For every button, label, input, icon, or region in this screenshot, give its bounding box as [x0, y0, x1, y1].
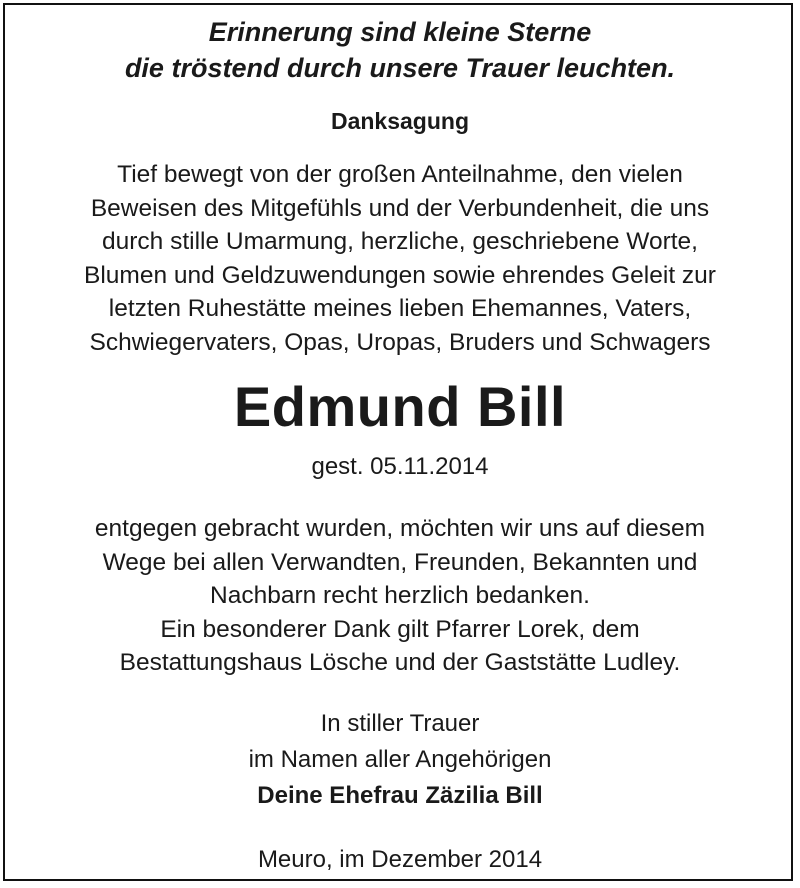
- thanks-line: Wege bei allen Verwandten, Freunden, Bekannten und: [102, 548, 698, 576]
- closing-line: In stiller Trauer: [320, 710, 480, 737]
- heading-danksagung: Danksagung: [330, 108, 470, 134]
- thanks-paragraph: [0, 512, 800, 680]
- intro-line: Schwiegervaters, Opas, Uropas, Bruders und Schwagers: [89, 328, 711, 356]
- thanks-line: entgegen gebracht wurden, möchten wir uns auf diesem: [94, 515, 706, 542]
- closing-block: [0, 706, 800, 814]
- thanks-line: Bestattungshaus Lösche und der Gaststätte Ludley.: [119, 649, 681, 676]
- thanks-line: Ein besonderer Dank gilt Pfarrer Lorek, dem: [160, 615, 640, 643]
- intro-line: letzten Ruhestätte meines lieben Ehemannes, Vaters,: [108, 295, 692, 322]
- intro-line: durch stille Umarmung, herzliche, geschriebene Worte,: [102, 228, 698, 255]
- intro-line: Blumen und Geldzuwendungen sowie ehrendes Geleit zur: [84, 261, 716, 289]
- place-date: Meuro, im Dezember 2014: [257, 846, 543, 873]
- thanks-line: Nachbarn recht herzlich bedanken.: [210, 582, 590, 609]
- intro-line: Tief bewegt von der großen Anteilnahme, den vielen: [117, 161, 683, 188]
- closing-line: im Namen aller Angehörigen: [248, 746, 552, 773]
- death-date: gest. 05.11.2014: [311, 453, 489, 480]
- motto: [0, 14, 800, 86]
- intro-paragraph: [0, 158, 800, 359]
- deceased-name: Edmund Bill: [233, 375, 567, 438]
- intro-line: Beweisen des Mitgefühls und der Verbundenheit, die uns: [90, 194, 710, 222]
- signer-name: Deine Ehefrau Zäzilia Bill: [257, 782, 543, 809]
- motto-line: Erinnerung sind kleine Sterne: [208, 17, 592, 47]
- motto-line: die tröstend durch unsere Trauer leuchten.: [124, 53, 676, 83]
